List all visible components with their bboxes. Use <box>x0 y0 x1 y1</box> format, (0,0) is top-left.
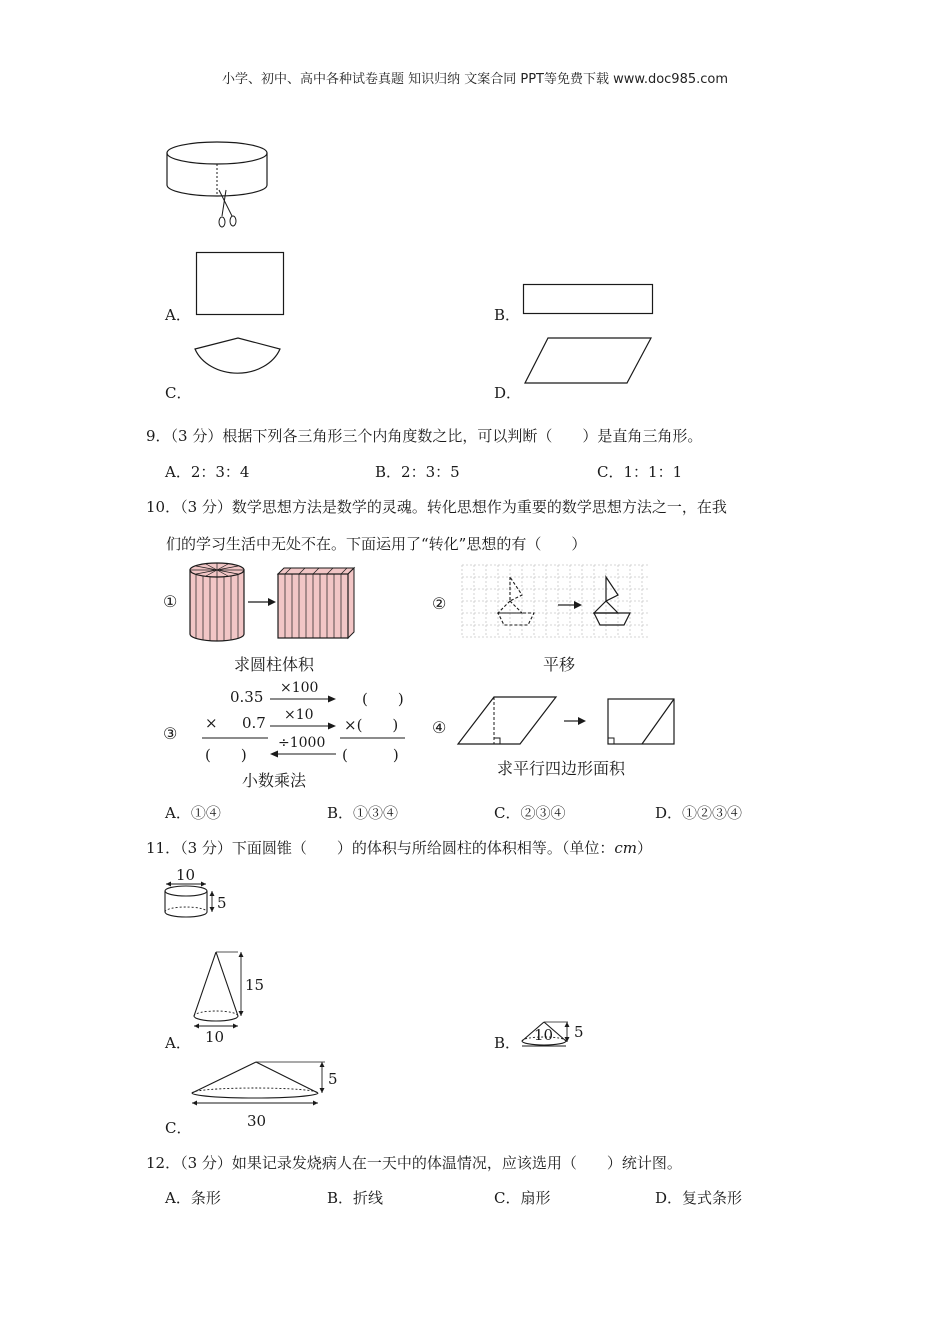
q8-option-b-label: B． <box>494 306 521 324</box>
q10-fig3-op-div1000: ÷1000 <box>278 735 326 751</box>
q11-unit: cm <box>614 839 638 857</box>
q10-fig3-factor-b: 0.7 <box>242 714 266 732</box>
q10-fig2-translation-grid <box>462 565 652 645</box>
q10-fig3-op-times10: ×10 <box>284 707 314 723</box>
q11-option-c-label: C． <box>165 1119 192 1137</box>
q10-text-line1: 10．（3 分）数学思想方法是数学的灵魂。转化思想作为重要的数学思想方法之一，在我 <box>146 498 727 516</box>
q11-cylinder <box>160 866 240 926</box>
q8-cylinder-figure <box>160 138 280 233</box>
q11-cone-c <box>190 1060 350 1135</box>
q10-fig3-lines-arrows <box>200 690 410 760</box>
q8-option-b-long-rectangle <box>523 284 655 316</box>
q11-cone-a <box>190 950 280 1045</box>
q11-option-b-label: B． <box>494 1034 521 1052</box>
q11-text <box>146 837 652 858</box>
q10-fig3-times-sign: × <box>205 714 218 732</box>
q10-fig1-number: ① <box>163 592 178 611</box>
cone-a-diameter-label: 10 <box>205 1028 225 1046</box>
q10-fig3-caption: 小数乘法 <box>242 771 307 790</box>
q10-option-a: A．①④ <box>165 804 221 822</box>
q11-cone-b-diameter-arrow <box>518 1044 578 1048</box>
q8-option-d-label: D． <box>494 384 522 402</box>
q11-option-a-label: A． <box>165 1034 191 1052</box>
q10-fig3-result2: ×( ) <box>344 716 399 734</box>
q9-text: 9．（3 分）根据下列各三角形三个内角度数之比，可以判断（ ）是直角三角形。 <box>146 427 703 445</box>
q10-text-line2: 们的学习生活中无处不在。下面运用了“转化”思想的有（ ） <box>166 535 587 553</box>
q10-fig4-number: ④ <box>432 718 447 737</box>
q11-text-main: 11．（3 分）下面圆锥（ ）的体积与所给圆柱的体积相等。（单位： <box>146 839 615 857</box>
q10-option-d: D．①②③④ <box>655 804 743 822</box>
q8-option-a-rectangle <box>196 252 286 316</box>
q10-option-c: C．②③④ <box>494 804 566 822</box>
q10-fig3-product-blank: ( ) <box>205 746 247 764</box>
q10-fig1-caption: 求圆柱体积 <box>234 655 315 674</box>
q8-option-c-label: C． <box>165 384 192 402</box>
cone-b-diameter-label: 10 <box>534 1026 554 1044</box>
cone-c-height-label: 5 <box>328 1070 338 1088</box>
page-header: 小学、初中、高中各种试卷真题 知识归纳 文案合同 PPT等免费下载 www.doc985.com <box>221 72 729 87</box>
cylinder-diameter-label: 10 <box>176 866 196 884</box>
q10-fig3-op-times100: ×100 <box>280 680 319 696</box>
q8-option-a-label: A． <box>165 306 191 324</box>
q9-option-a: A．2：3：4 <box>165 463 250 481</box>
q9-option-b: B．2：3：5 <box>375 463 460 481</box>
q10-fig2-caption: 平移 <box>543 655 576 674</box>
q10-fig1-cylinder-to-cuboid <box>186 562 356 644</box>
q11-cone-b-height-arrow <box>562 1020 592 1044</box>
q10-fig3-result3: ( ) <box>342 746 399 764</box>
q8-option-d-parallelogram <box>524 336 654 386</box>
q9-option-c: C．1：1：1 <box>597 463 683 481</box>
q10-option-b: B．①③④ <box>327 804 399 822</box>
cylinder-height-label: 5 <box>217 894 227 912</box>
cone-c-diameter-label: 30 <box>247 1112 267 1130</box>
q12-option-c: C．扇形 <box>494 1189 551 1207</box>
q10-fig3-result1: ( ) <box>362 690 404 708</box>
q10-fig2-number: ② <box>432 594 447 613</box>
q10-fig4-parallelogram-to-rectangle <box>456 693 681 747</box>
cone-b-height-label: 5 <box>574 1023 584 1041</box>
q10-fig3-factor-a: 0.35 <box>230 688 264 706</box>
cone-a-height-label: 15 <box>245 976 265 994</box>
q12-option-b: B．折线 <box>327 1189 384 1207</box>
q11-text-close: ） <box>637 839 653 857</box>
q12-text: 12．（3 分）如果记录发烧病人在一天中的体温情况，应该选用（ ）统计图。 <box>146 1154 682 1172</box>
q10-fig3-number: ③ <box>163 724 178 743</box>
q12-option-a: A．条形 <box>165 1189 221 1207</box>
q10-fig4-caption: 求平行四边形面积 <box>497 759 626 778</box>
q12-option-d: D．复式条形 <box>655 1189 743 1207</box>
q8-option-c-sector <box>193 336 283 386</box>
